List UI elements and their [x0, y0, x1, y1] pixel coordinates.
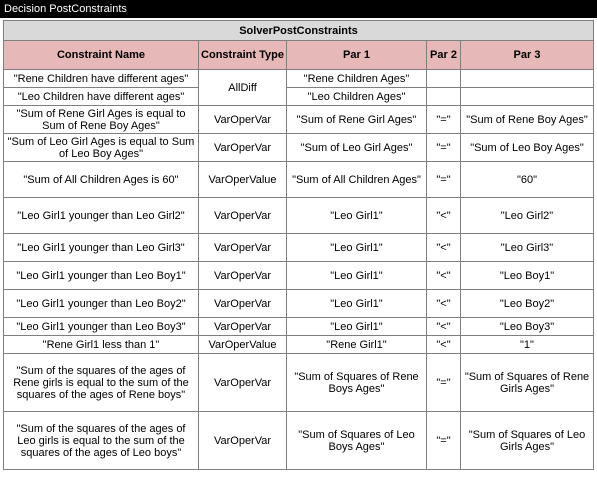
cell-constraint-type[interactable]: VarOperVar [199, 198, 287, 234]
table-super-header[interactable]: SolverPostConstraints [4, 21, 594, 41]
cell-par2[interactable]: "=" [427, 134, 461, 162]
cell-par1[interactable]: "Sum of All Children Ages" [287, 162, 427, 198]
cell-par2[interactable]: "<" [427, 262, 461, 290]
cell-par3[interactable]: "Leo Boy3" [461, 318, 594, 336]
cell-par3[interactable]: "Sum of Rene Boy Ages" [461, 106, 594, 134]
cell-par3[interactable]: "Sum of Squares of Leo Girls Ages" [461, 412, 594, 470]
table-row [4, 106, 594, 134]
cell-par2[interactable]: "<" [427, 318, 461, 336]
cell-constraint-name[interactable]: "Sum of the squares of the ages of Leo girls is equal to the sum of the squares of the ages of Leo boys" [4, 412, 199, 470]
cell-par2[interactable]: "=" [427, 162, 461, 198]
cell-constraint-type[interactable]: VarOperValue [199, 336, 287, 354]
cell-par3[interactable]: "Sum of Squares of Rene Girls Ages" [461, 354, 594, 412]
cell-constraint-name[interactable]: "Sum of All Children Ages is 60" [4, 162, 199, 198]
cell-constraint-type[interactable]: VarOperVar [199, 354, 287, 412]
table-row [4, 234, 594, 262]
window-title: Decision PostConstraints [0, 0, 597, 18]
cell-par1[interactable]: "Leo Girl1" [287, 318, 427, 336]
cell-par3[interactable]: "1" [461, 336, 594, 354]
table-row [4, 412, 594, 470]
cell-constraint-type[interactable]: VarOperVar [199, 234, 287, 262]
cell-par2[interactable]: "<" [427, 336, 461, 354]
cell-constraint-name[interactable]: "Leo Girl1 younger than Leo Girl3" [4, 234, 199, 262]
cell-constraint-name[interactable]: "Sum of Rene Girl Ages is equal to Sum of Rene Boy Ages" [4, 106, 199, 134]
cell-constraint-name[interactable]: "Leo Girl1 younger than Leo Boy2" [4, 290, 199, 318]
cell-par3[interactable]: "Sum of Leo Boy Ages" [461, 134, 594, 162]
cell-constraint-type[interactable]: VarOperVar [199, 290, 287, 318]
table-row [4, 262, 594, 290]
cell-constraint-type[interactable]: VarOperVar [199, 106, 287, 134]
cell-par3[interactable] [461, 70, 594, 88]
cell-par1[interactable]: "Leo Girl1" [287, 198, 427, 234]
cell-par2[interactable]: "=" [427, 354, 461, 412]
cell-par1[interactable]: "Sum of Rene Girl Ages" [287, 106, 427, 134]
table-row [4, 162, 594, 198]
cell-par2[interactable]: "=" [427, 106, 461, 134]
cell-par3[interactable]: "60" [461, 162, 594, 198]
column-header-constraint-type[interactable]: Constraint Type [199, 41, 287, 70]
cell-par1[interactable]: "Leo Children Ages" [287, 88, 427, 106]
cell-par2[interactable] [427, 88, 461, 106]
cell-par1[interactable]: "Rene Girl1" [287, 336, 427, 354]
cell-par3[interactable]: "Leo Boy2" [461, 290, 594, 318]
cell-par1[interactable]: "Sum of Squares of Leo Boys Ages" [287, 412, 427, 470]
table-row [4, 70, 594, 88]
post-constraints-table [3, 20, 594, 470]
table-super-header-row [4, 21, 594, 41]
cell-par2[interactable]: "<" [427, 290, 461, 318]
cell-par3[interactable]: "Leo Girl2" [461, 198, 594, 234]
column-header-row [4, 41, 594, 70]
column-header-par1[interactable]: Par 1 [287, 41, 427, 70]
cell-par1[interactable]: "Leo Girl1" [287, 234, 427, 262]
column-header-par3[interactable]: Par 3 [461, 41, 594, 70]
cell-par2[interactable]: "=" [427, 412, 461, 470]
cell-par3[interactable]: "Leo Boy1" [461, 262, 594, 290]
cell-par2[interactable]: "<" [427, 234, 461, 262]
cell-constraint-name[interactable]: "Leo Girl1 younger than Leo Boy1" [4, 262, 199, 290]
cell-constraint-name[interactable]: "Sum of the squares of the ages of Rene girls is equal to the sum of the squares of the ages of Rene boys" [4, 354, 199, 412]
cell-constraint-name[interactable]: "Rene Children have different ages" [4, 70, 199, 88]
cell-constraint-name[interactable]: "Leo Girl1 younger than Leo Girl2" [4, 198, 199, 234]
cell-par2[interactable]: "<" [427, 198, 461, 234]
cell-constraint-type[interactable]: VarOperVar [199, 318, 287, 336]
cell-par1[interactable]: "Sum of Leo Girl Ages" [287, 134, 427, 162]
cell-constraint-name[interactable]: "Sum of Leo Girl Ages is equal to Sum of Leo Boy Ages" [4, 134, 199, 162]
table-row [4, 318, 594, 336]
table-row [4, 88, 594, 106]
cell-constraint-type[interactable]: AllDiff [199, 70, 287, 106]
cell-constraint-type[interactable]: VarOperVar [199, 262, 287, 290]
table-row [4, 354, 594, 412]
cell-constraint-name[interactable]: "Leo Girl1 younger than Leo Boy3" [4, 318, 199, 336]
cell-par3[interactable] [461, 88, 594, 106]
table-row [4, 198, 594, 234]
table-row [4, 134, 594, 162]
cell-par2[interactable] [427, 70, 461, 88]
cell-par1[interactable]: "Rene Children Ages" [287, 70, 427, 88]
cell-constraint-name[interactable]: "Leo Children have different ages" [4, 88, 199, 106]
cell-par1[interactable]: "Leo Girl1" [287, 262, 427, 290]
cell-constraint-type[interactable]: VarOperVar [199, 412, 287, 470]
column-header-constraint-name[interactable]: Constraint Name [4, 41, 199, 70]
cell-constraint-type[interactable]: VarOperValue [199, 162, 287, 198]
column-header-par2[interactable]: Par 2 [427, 41, 461, 70]
cell-par1[interactable]: "Leo Girl1" [287, 290, 427, 318]
cell-par3[interactable]: "Leo Girl3" [461, 234, 594, 262]
cell-constraint-type[interactable]: VarOperVar [199, 134, 287, 162]
table-row [4, 336, 594, 354]
cell-constraint-name[interactable]: "Rene Girl1 less than 1" [4, 336, 199, 354]
cell-par1[interactable]: "Sum of Squares of Rene Boys Ages" [287, 354, 427, 412]
table-row [4, 290, 594, 318]
